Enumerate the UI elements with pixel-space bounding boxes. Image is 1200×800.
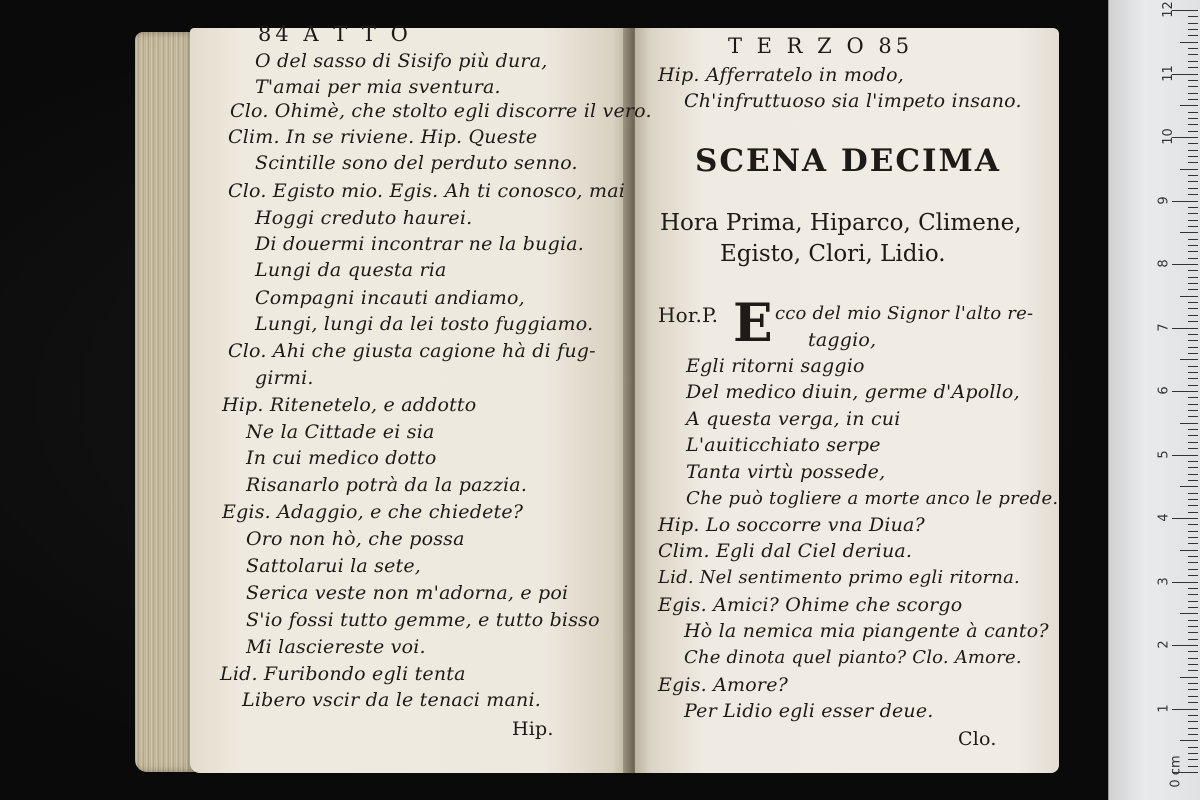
right-running-head: T E R Z O 85 xyxy=(728,34,914,58)
ruler-tick xyxy=(1188,251,1198,252)
left-line: Mi lasciereste voi. xyxy=(246,636,426,658)
ruler-tick xyxy=(1188,435,1198,436)
ruler-tick xyxy=(1188,80,1198,81)
ruler-tick xyxy=(1188,626,1198,627)
left-line: Clo. Ohimè, che stolto egli discorre il vero. xyxy=(230,100,652,122)
ruler-tick xyxy=(1188,353,1198,354)
ruler-tick xyxy=(1180,740,1198,741)
ruler-tick xyxy=(1188,448,1198,449)
right-line: A questa verga, in cui xyxy=(686,408,901,430)
left-line: Oro non hò, che possa xyxy=(246,528,465,550)
ruler-tick xyxy=(1180,232,1198,233)
ruler-tick xyxy=(1172,582,1198,583)
ruler-tick xyxy=(1188,588,1198,589)
right-line: Che dinota quel pianto? Clo. Amore. xyxy=(684,647,1022,668)
ruler-tick xyxy=(1172,645,1198,646)
right-line: Egis. Amici? Ohime che scorgo xyxy=(658,594,963,616)
right-line: Egli ritorni saggio xyxy=(686,355,865,377)
ruler-tick xyxy=(1188,378,1198,379)
ruler-tick xyxy=(1188,594,1198,595)
ruler-tick xyxy=(1188,632,1198,633)
left-line: O del sasso di Sisifo più dura, xyxy=(255,50,548,72)
right-line: Clim. Egli dal Ciel deriua. xyxy=(658,540,913,562)
ruler-tick xyxy=(1188,194,1198,195)
ruler-tick xyxy=(1188,505,1198,506)
ruler-tick xyxy=(1188,734,1198,735)
ruler-tick xyxy=(1188,93,1198,94)
ruler-tick xyxy=(1188,366,1198,367)
ruler-number: 0 cm xyxy=(1168,755,1184,788)
ruler-tick xyxy=(1188,207,1198,208)
drop-cap: E xyxy=(733,293,773,354)
ruler-tick xyxy=(1188,99,1198,100)
right-line: Che può togliere a morte anco le prede. xyxy=(686,488,1059,509)
ruler-tick xyxy=(1188,766,1198,767)
ruler-tick xyxy=(1188,23,1198,24)
ruler-tick xyxy=(1188,283,1198,284)
right-line: cco del mio Signor l'alto re- xyxy=(775,303,1034,324)
ruler-tick xyxy=(1188,759,1198,760)
right-line: Hò la nemica mia piangente à canto? xyxy=(684,620,1049,642)
right-line: Hip. Lo soccorre vna Diua? xyxy=(658,514,925,536)
ruler-tick xyxy=(1172,328,1198,329)
ruler-tick xyxy=(1188,480,1198,481)
ruler-tick xyxy=(1188,531,1198,532)
ruler-tick xyxy=(1188,651,1198,652)
ruler-tick xyxy=(1180,359,1198,360)
ruler-tick xyxy=(1188,112,1198,113)
ruler-tick xyxy=(1188,512,1198,513)
ruler-tick xyxy=(1188,226,1198,227)
persons-line: Egisto, Clori, Lidio. xyxy=(720,241,946,267)
right-catchword: Clo. xyxy=(958,728,997,750)
left-line: In cui medico dotto xyxy=(246,447,437,469)
left-line: Lungi da questa ria xyxy=(255,259,447,281)
ruler-tick xyxy=(1188,302,1198,303)
page-block-edge xyxy=(135,32,195,772)
left-line: Compagni incauti andiamo, xyxy=(255,287,525,309)
ruler-tick xyxy=(1188,524,1198,525)
ruler-tick xyxy=(1188,728,1198,729)
right-line: Lid. Nel sentimento primo egli ritorna. xyxy=(658,567,1020,588)
ruler-tick xyxy=(1180,677,1198,678)
ruler-tick xyxy=(1188,702,1198,703)
left-line: Hip. Ritenetelo, e addotto xyxy=(222,394,477,416)
left-line: Serica veste non m'adorna, e poi xyxy=(246,582,569,604)
ruler-tick xyxy=(1188,721,1198,722)
ruler-tick xyxy=(1180,42,1198,43)
left-line: Lid. Furibondo egli tenta xyxy=(220,663,466,685)
left-line: Ne la Cittade ei sia xyxy=(246,421,435,443)
left-line: Clo. Ahi che giusta cagione hà di fug- xyxy=(228,340,596,362)
ruler-tick xyxy=(1188,493,1198,494)
left-line: Hoggi creduto haurei. xyxy=(255,207,473,229)
ruler-tick xyxy=(1188,670,1198,671)
ruler-number: 5 xyxy=(1156,449,1172,459)
right-line: Ch'infruttuoso sia l'impeto insano. xyxy=(684,90,1022,112)
ruler-tick xyxy=(1188,245,1198,246)
ruler-tick xyxy=(1188,620,1198,621)
ruler-number: 2 xyxy=(1156,640,1172,649)
ruler-tick xyxy=(1180,423,1198,424)
left-line: Lungi, lungi da lei tosto fuggiamo. xyxy=(255,313,594,335)
ruler-tick xyxy=(1172,518,1198,519)
ruler-tick xyxy=(1188,607,1198,608)
right-line: Del medico diuin, germe d'Apollo, xyxy=(686,381,1020,403)
speaker-label: Hor.P. xyxy=(658,303,719,327)
ruler-number: 4 xyxy=(1156,513,1172,522)
ruler-tick xyxy=(1188,258,1198,259)
ruler-tick xyxy=(1188,181,1198,182)
ruler-tick xyxy=(1188,372,1198,373)
ruler-tick xyxy=(1188,499,1198,500)
ruler-tick xyxy=(1188,118,1198,119)
ruler-number: 11 xyxy=(1160,64,1176,82)
ruler-tick xyxy=(1172,201,1198,202)
ruler-tick xyxy=(1188,474,1198,475)
ruler-tick xyxy=(1172,137,1198,138)
left-line: girmi. xyxy=(255,367,314,389)
ruler-tick xyxy=(1180,296,1198,297)
ruler-tick xyxy=(1188,29,1198,30)
ruler-tick xyxy=(1188,569,1198,570)
ruler-tick xyxy=(1188,220,1198,221)
ruler-tick xyxy=(1188,562,1198,563)
ruler-number: 9 xyxy=(1156,195,1172,205)
ruler-tick xyxy=(1188,54,1198,55)
measuring-ruler xyxy=(1108,0,1200,800)
ruler-tick xyxy=(1188,289,1198,290)
ruler-tick xyxy=(1188,601,1198,602)
ruler-tick xyxy=(1188,124,1198,125)
ruler-number: 3 xyxy=(1156,576,1172,586)
ruler-tick xyxy=(1188,385,1198,386)
ruler-tick xyxy=(1172,264,1198,265)
ruler-tick xyxy=(1188,467,1198,468)
left-line: Clim. In se riviene. Hip. Queste xyxy=(228,126,538,148)
ruler-tick xyxy=(1188,461,1198,462)
left-line: Clo. Egisto mio. Egis. Ah ti conosco, mai xyxy=(228,180,626,202)
ruler-number: 7 xyxy=(1156,322,1172,332)
ruler-tick xyxy=(1188,575,1198,576)
ruler-tick xyxy=(1188,543,1198,544)
ruler-tick xyxy=(1188,321,1198,322)
left-line: Di douermi incontrar ne la bugia. xyxy=(255,233,585,255)
ruler-tick xyxy=(1180,105,1198,106)
left-line: T'amai per mia sventura. xyxy=(255,76,501,98)
ruler-tick xyxy=(1188,131,1198,132)
left-line: S'io fossi tutto gemme, e tutto bisso xyxy=(246,609,600,631)
right-line: Per Lidio egli esser deue. xyxy=(684,700,934,722)
ruler-tick xyxy=(1188,16,1198,17)
left-running-head: 84 A T T O xyxy=(258,22,412,46)
ruler-number: 1 xyxy=(1156,703,1172,713)
persons-line: Hora Prima, Hiparco, Climene, xyxy=(660,210,1022,236)
right-line: Egis. Amore? xyxy=(658,674,789,696)
ruler-tick xyxy=(1172,74,1198,75)
ruler-tick xyxy=(1188,715,1198,716)
ruler-tick xyxy=(1188,270,1198,271)
ruler-tick xyxy=(1188,175,1198,176)
left-line: Scintille sono del perduto senno. xyxy=(255,152,578,174)
ruler-tick xyxy=(1188,67,1198,68)
ruler-tick xyxy=(1188,334,1198,335)
ruler-tick xyxy=(1188,239,1198,240)
ruler-tick xyxy=(1188,340,1198,341)
ruler-tick xyxy=(1180,169,1198,170)
ruler-tick xyxy=(1188,347,1198,348)
right-line: Hip. Afferratelo in modo, xyxy=(658,64,904,86)
ruler-tick xyxy=(1188,747,1198,748)
ruler-tick xyxy=(1188,315,1198,316)
ruler-tick xyxy=(1180,613,1198,614)
ruler-tick xyxy=(1188,664,1198,665)
ruler-tick xyxy=(1188,277,1198,278)
ruler-tick xyxy=(1172,455,1198,456)
ruler-tick xyxy=(1188,639,1198,640)
ruler-tick xyxy=(1172,391,1198,392)
ruler-tick xyxy=(1188,156,1198,157)
ruler-tick xyxy=(1172,709,1198,710)
right-line: taggio, xyxy=(808,329,877,351)
ruler-number: 8 xyxy=(1156,259,1172,268)
ruler-tick xyxy=(1188,753,1198,754)
ruler-tick xyxy=(1188,696,1198,697)
ruler-tick xyxy=(1188,410,1198,411)
ruler-number: 10 xyxy=(1160,128,1176,145)
ruler-tick xyxy=(1188,416,1198,417)
ruler-tick xyxy=(1188,556,1198,557)
left-catchword: Hip. xyxy=(512,718,554,740)
right-line: L'auiticchiato serpe xyxy=(686,434,881,456)
scene-title: SCENA DECIMA xyxy=(695,143,1001,179)
ruler-tick xyxy=(1188,188,1198,189)
ruler-tick xyxy=(1180,550,1198,551)
ruler-tick xyxy=(1188,404,1198,405)
ruler-tick xyxy=(1188,143,1198,144)
ruler-tick xyxy=(1188,683,1198,684)
ruler-tick xyxy=(1188,162,1198,163)
ruler-tick xyxy=(1188,308,1198,309)
ruler-tick xyxy=(1188,442,1198,443)
ruler-tick xyxy=(1180,486,1198,487)
ruler-tick xyxy=(1188,86,1198,87)
ruler-tick xyxy=(1188,150,1198,151)
ruler-tick xyxy=(1172,10,1198,11)
ruler-tick xyxy=(1188,689,1198,690)
ruler-tick xyxy=(1188,429,1198,430)
ruler-tick xyxy=(1188,658,1198,659)
left-line: Egis. Adaggio, e che chiedete? xyxy=(222,501,524,523)
left-line: Risanarlo potrà da la pazzia. xyxy=(246,474,528,496)
ruler-number: 6 xyxy=(1156,386,1172,395)
left-line: Libero vscir da le tenaci mani. xyxy=(242,689,541,711)
ruler-tick xyxy=(1188,537,1198,538)
left-line: Sattolarui la sete, xyxy=(246,555,422,577)
ruler-tick xyxy=(1188,213,1198,214)
ruler-tick xyxy=(1188,35,1198,36)
ruler-tick xyxy=(1188,61,1198,62)
ruler-tick xyxy=(1188,48,1198,49)
ruler-number: 12 xyxy=(1160,1,1176,18)
right-line: Tanta virtù possede, xyxy=(686,461,886,483)
ruler-tick xyxy=(1188,397,1198,398)
